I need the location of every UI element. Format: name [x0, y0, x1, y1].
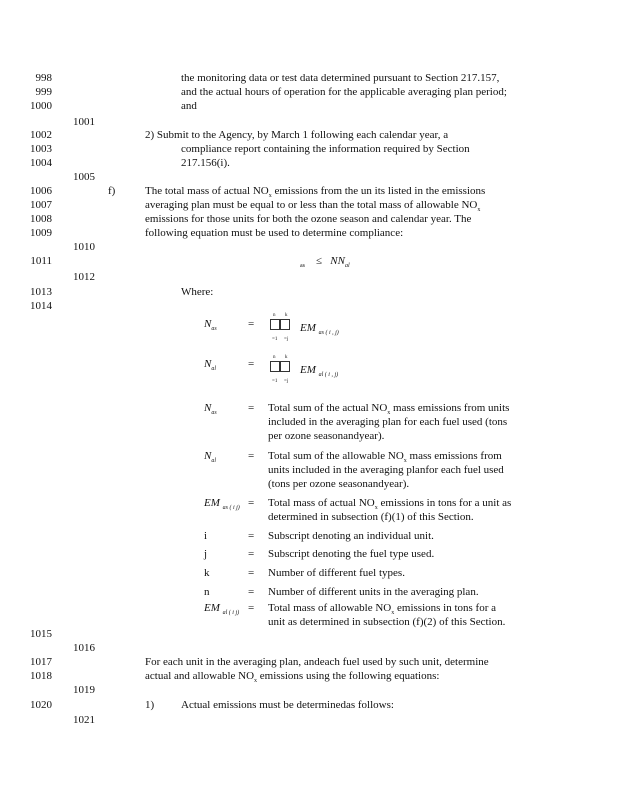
equals-sign: =: [248, 497, 255, 509]
line-number: 1002: [30, 129, 52, 141]
subsection-f-line: The total mass of actual $NO_x$ emissions from the un its listed in the emissions: [145, 185, 486, 200]
line-number: 1016: [73, 642, 95, 654]
line-number: 1000: [30, 100, 52, 112]
line-number: 998: [35, 72, 52, 84]
line-number: 1006: [30, 185, 52, 197]
line-number: 999: [35, 86, 52, 98]
definition-text: unit as determined in subsection (f)(2) of this Section.: [268, 616, 506, 628]
definition-text: determined in subsection (f)(1) of this Section.: [268, 511, 474, 523]
compliance-equation: $_{as}$ ≤ $NN_{al}$: [300, 255, 350, 270]
item-1-label: 1): [145, 699, 155, 711]
subsection-f-line: following equation must be used to determine compliance:: [145, 227, 404, 239]
paragraph-line: the monitoring data or test data determined pursuant to Section 217.157,: [181, 72, 500, 84]
definition-text: Total sum of the actual $NO_x$ mass emissions from units: [268, 402, 510, 417]
subsection-f-line: averaging plan must be equal to or less than the total mass of allowable $NO_x$: [145, 199, 481, 214]
definition-text: Total mass of actual $NO_x$ emissions in tons for a unit as: [268, 497, 512, 512]
double-summation: n k =1 =j: [272, 355, 289, 384]
item-2-line: 217.156(i).: [181, 157, 230, 169]
line-number: 1018: [30, 670, 52, 682]
line-number: 1005: [73, 171, 95, 183]
line-number: 1004: [30, 157, 52, 169]
definition-text: Subscript denoting the fuel type used.: [268, 548, 435, 560]
equals-sign: =: [248, 567, 255, 579]
symbol-n-al: $N_{al}$: [204, 358, 217, 373]
subsection-label: f): [108, 185, 116, 197]
equals-sign: =: [248, 602, 255, 614]
line-number: 1015: [30, 628, 52, 640]
symbol-j: j: [204, 548, 208, 560]
symbol-em-al: EM $_{al ( i j)}$: [204, 602, 240, 617]
symbol-k: k: [204, 567, 210, 579]
line-number: 1008: [30, 213, 52, 225]
double-summation: n k =1 =j: [272, 313, 289, 342]
equals-sign: =: [248, 358, 255, 370]
paragraph-line: actual and allowable $NO_x$ emissions using the following equations:: [145, 670, 440, 685]
symbol-i: i: [204, 530, 208, 542]
symbol-n-al: $N_{al}$: [204, 450, 217, 465]
symbol-n: n: [204, 586, 210, 598]
line-number: 1007: [30, 199, 52, 211]
equals-sign: =: [248, 586, 255, 598]
em-al-term: EM $_{al ( i , j)}$: [300, 364, 339, 379]
definition-text: (tons per ozone seasonandyear).: [268, 478, 410, 490]
item-2-line: compliance report containing the information required by Section: [181, 143, 470, 155]
line-number: 1012: [73, 271, 95, 283]
subsection-f-line: emissions for those units for both the ozone season and calendar year. The: [145, 213, 472, 225]
symbol-n-as: $N_{as}$: [204, 402, 217, 417]
paragraph-line: and: [181, 100, 197, 112]
definition-text: included in the averaging plan for each fuel used (tons: [268, 416, 508, 428]
line-number: 1021: [73, 714, 95, 726]
definition-text: per ozone seasonandyear).: [268, 430, 385, 442]
symbol-em-as: EM $_{as ( i j)}$: [204, 497, 240, 512]
line-number: 1010: [73, 241, 95, 253]
definition-text: Subscript denoting an individual unit.: [268, 530, 434, 542]
item-2-line: 2) Submit to the Agency, by March 1 following each calendar year, a: [145, 129, 449, 141]
definition-text: units included in the averaging planfor each fuel used: [268, 464, 504, 476]
em-as-term: EM $_{as ( i , j)}$: [300, 322, 339, 337]
equals-sign: =: [248, 450, 255, 462]
symbol-n-as: $N_{as}$: [204, 318, 217, 333]
paragraph-line: For each unit in the averaging plan, andeach fuel used by such unit, determine: [145, 656, 489, 668]
line-number: 1003: [30, 143, 52, 155]
line-number: 1014: [30, 300, 52, 312]
line-number: 1019: [73, 684, 95, 696]
definition-text: Total mass of allowable $NO_x$ emissions in tons for a: [268, 602, 497, 617]
line-number: 1013: [30, 286, 52, 298]
line-number: 1020: [30, 699, 52, 711]
line-number: 1009: [30, 227, 52, 239]
paragraph-line: and the actual hours of operation for the applicable averaging plan period;: [181, 86, 507, 98]
equals-sign: =: [248, 530, 255, 542]
equals-sign: =: [248, 318, 255, 330]
definition-text: Total sum of the allowable $NO_x$ mass emissions from: [268, 450, 502, 465]
line-number: 1017: [30, 656, 52, 668]
line-number: 1001: [73, 116, 95, 128]
where-label: Where:: [181, 286, 214, 298]
equals-sign: =: [248, 548, 255, 560]
line-number: 1011: [30, 255, 52, 267]
definition-text: Number of different fuel types.: [268, 567, 405, 579]
equals-sign: =: [248, 402, 255, 414]
item-1-text: Actual emissions must be determinedas follows:: [181, 699, 394, 711]
definition-text: Number of different units in the averaging plan.: [268, 586, 479, 598]
